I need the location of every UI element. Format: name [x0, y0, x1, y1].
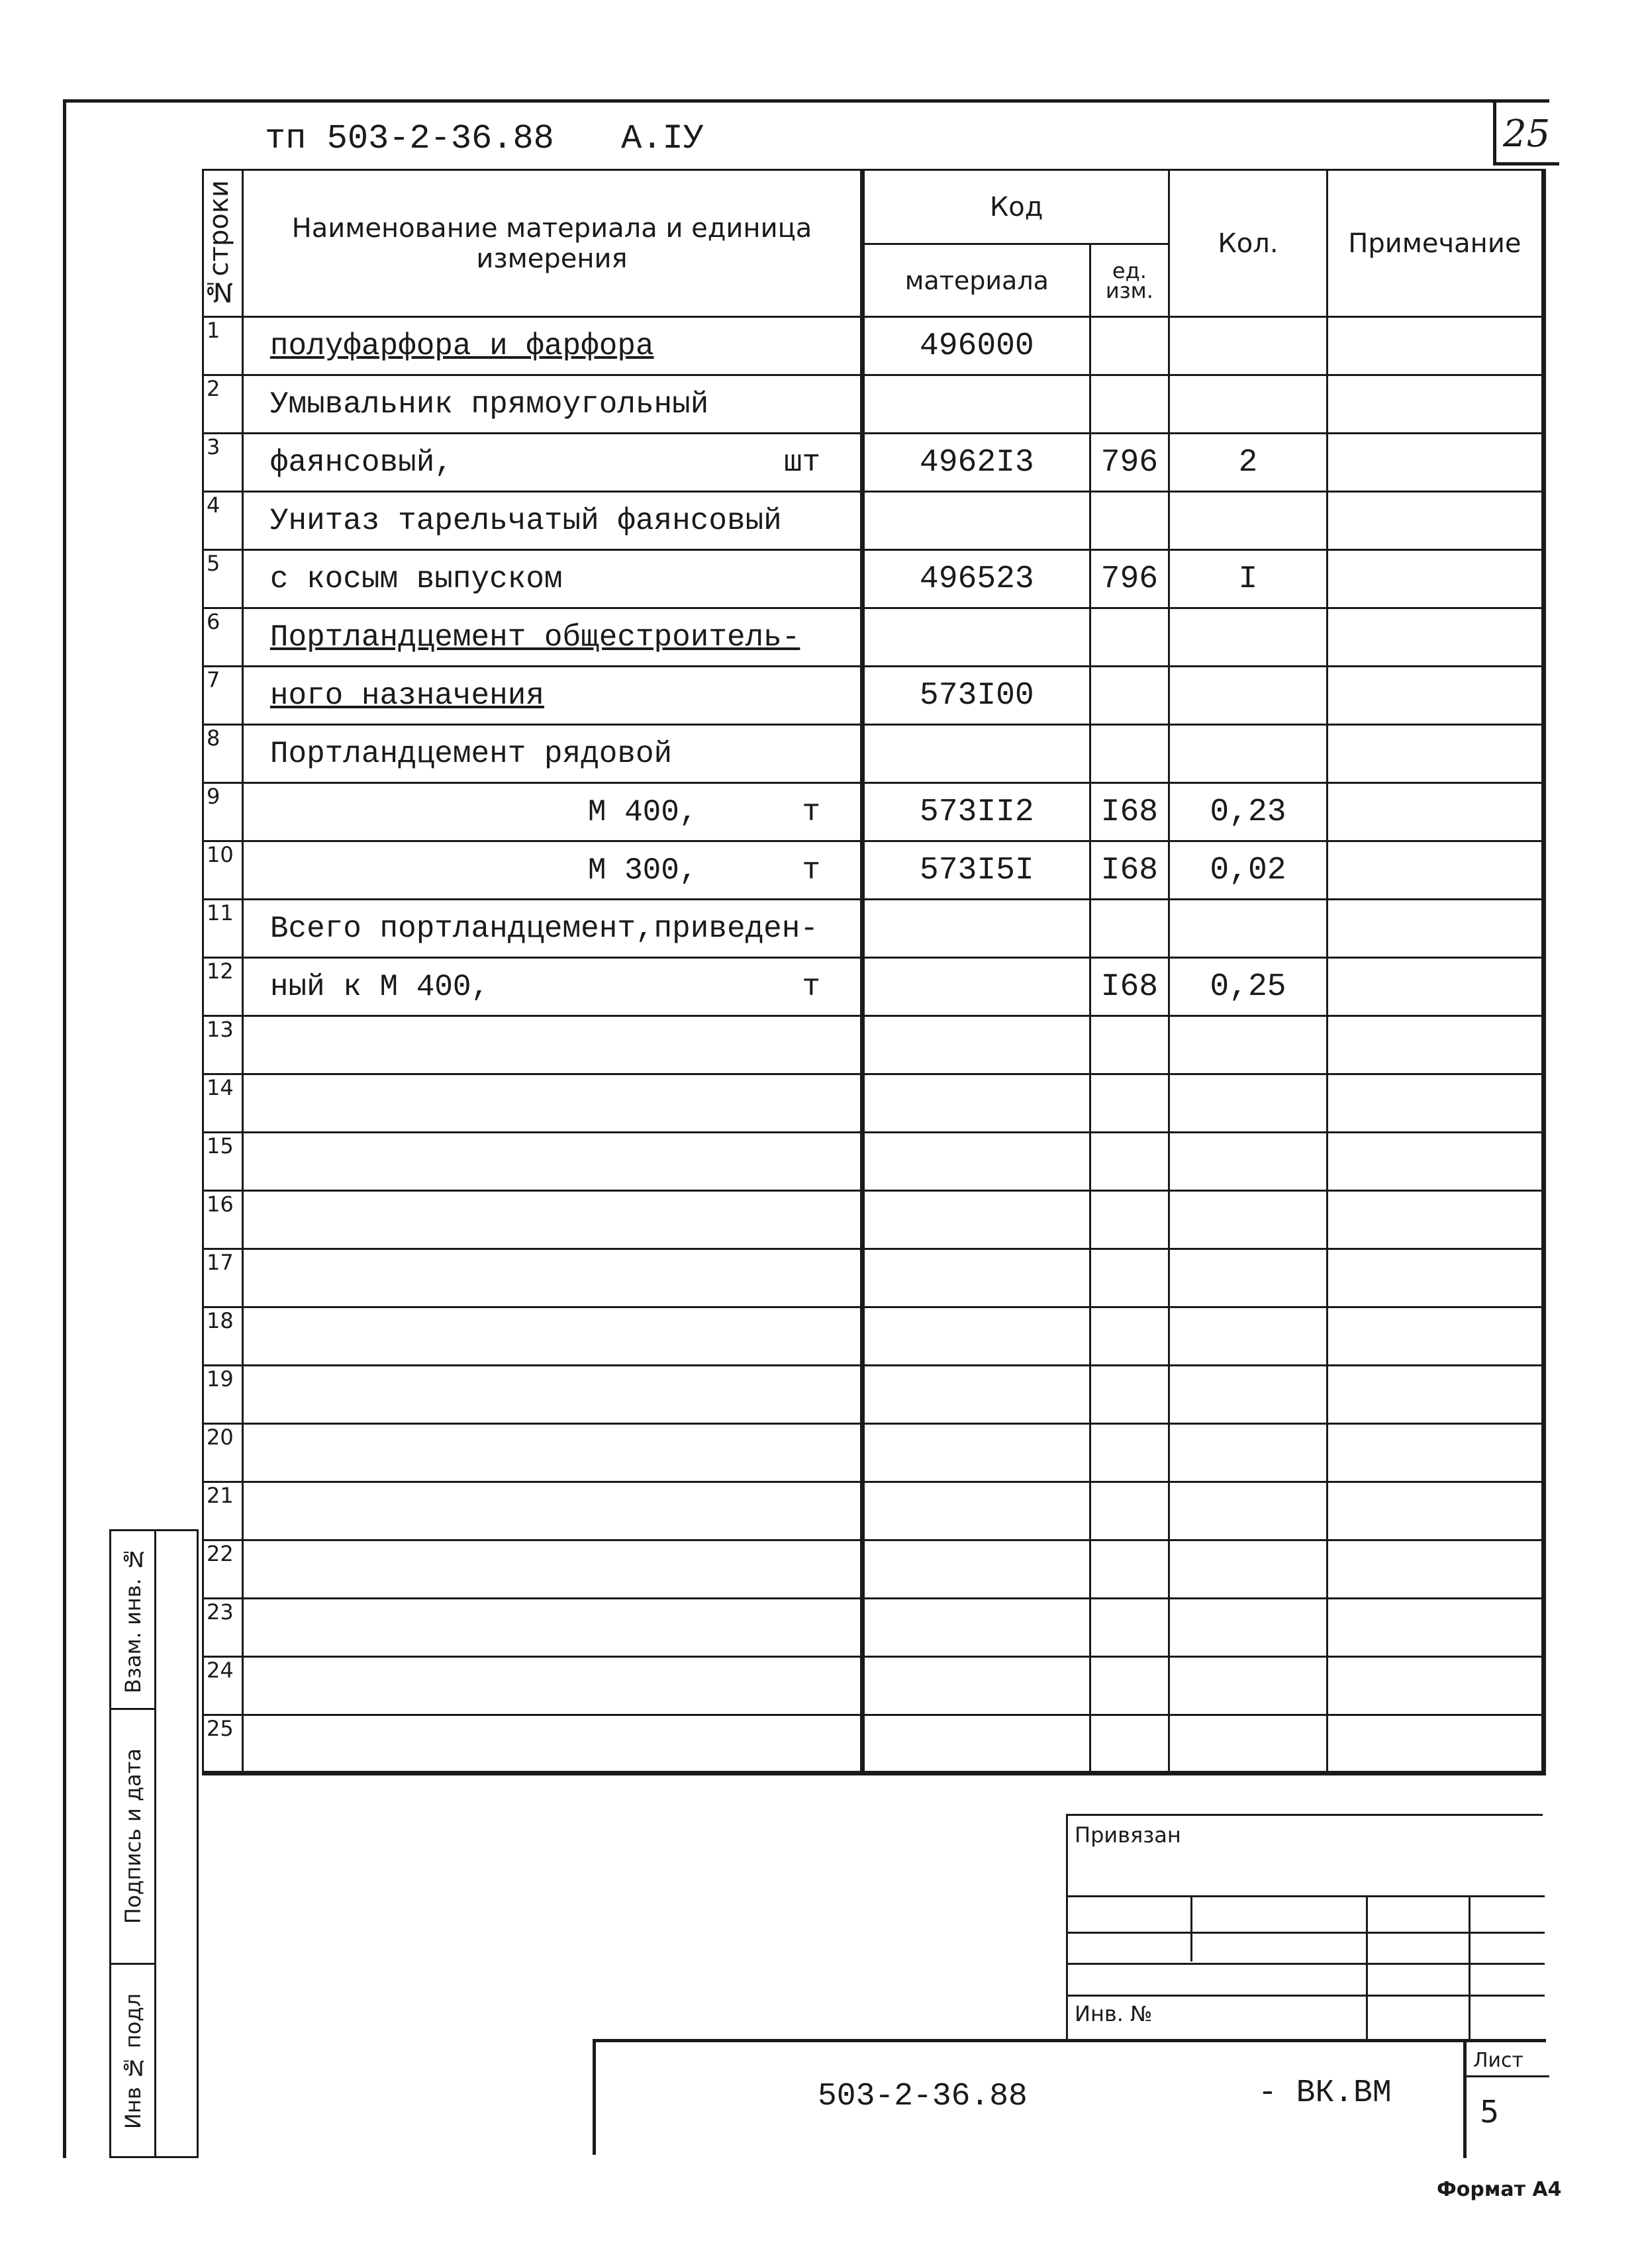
- table-row: [203, 1133, 1544, 1191]
- row-number: 11: [203, 900, 243, 958]
- material-name-cell: [242, 434, 862, 492]
- sheet-number: 5: [1480, 2094, 1500, 2130]
- note-cell: [1327, 1657, 1543, 1715]
- material-name-cell: [242, 492, 862, 550]
- material-code: [863, 1366, 1090, 1424]
- table-row: [203, 900, 1544, 958]
- material-name-cell: [242, 1016, 862, 1074]
- note-cell: [1327, 1307, 1543, 1366]
- table-row: [203, 1366, 1544, 1424]
- table-row: [203, 1482, 1544, 1540]
- material-name: ный к М 400,: [269, 969, 490, 1004]
- material-name: М 400,: [587, 794, 698, 829]
- row-number: 22: [203, 1540, 243, 1599]
- unit-code: [1090, 1540, 1169, 1599]
- note-cell: [1327, 1715, 1543, 1773]
- table-row: [203, 1074, 1544, 1133]
- privyazan-label: Привязан: [1075, 1822, 1181, 1848]
- note-cell: [1327, 317, 1543, 375]
- row-number: 12: [203, 958, 243, 1016]
- table-row: [203, 667, 1544, 725]
- approval-strip: [109, 1529, 199, 2158]
- unit-code: [1090, 1074, 1169, 1133]
- unit-code: I68: [1090, 958, 1169, 1016]
- document-code: тп 503-2-36.88: [265, 119, 554, 158]
- quantity: 0,02: [1169, 841, 1328, 900]
- material-name-cell: [242, 1599, 862, 1657]
- sheet-label: Лист: [1473, 2049, 1524, 2072]
- note-cell: [1327, 783, 1543, 841]
- table-row: [203, 375, 1544, 434]
- material-code: 496523: [863, 550, 1090, 608]
- note-cell: [1327, 667, 1543, 725]
- col-code: Код: [863, 170, 1169, 244]
- quantity: [1169, 1482, 1328, 1540]
- designation: 503-2-36.88: [818, 2079, 1028, 2114]
- row-number: 23: [203, 1599, 243, 1657]
- material-code: [863, 1540, 1090, 1599]
- row-number: 15: [203, 1133, 243, 1191]
- table-row: [203, 434, 1544, 492]
- note-cell: [1327, 492, 1543, 550]
- quantity: [1169, 317, 1328, 375]
- quantity: 0,25: [1169, 958, 1328, 1016]
- note-cell: [1327, 1540, 1543, 1599]
- material-name-cell: [242, 550, 862, 608]
- material-name: Портландцемент рядовой: [269, 736, 673, 771]
- material-name-cell: [242, 1366, 862, 1424]
- row-number: 24: [203, 1657, 243, 1715]
- quantity: [1169, 667, 1328, 725]
- row-number: 1: [203, 317, 243, 375]
- unit-code: [1090, 1424, 1169, 1482]
- vzam-inv-cell: Взам. инв. №: [111, 1531, 154, 1710]
- material-name-cell: [242, 1657, 862, 1715]
- quantity: [1169, 1366, 1328, 1424]
- material-name: фаянсовый,: [269, 445, 453, 480]
- signature-date-cell: Подпись и дата: [111, 1710, 154, 1965]
- material-name-cell: [242, 725, 862, 783]
- material-name: М 300,: [587, 853, 698, 888]
- col-qty: Кол.: [1169, 170, 1328, 317]
- unit-code: [1090, 1191, 1169, 1249]
- quantity: [1169, 1016, 1328, 1074]
- page-number: 25: [1503, 113, 1551, 156]
- material-name-cell: [242, 1540, 862, 1599]
- table-row: [203, 1657, 1544, 1715]
- material-code: [863, 375, 1090, 434]
- table-row: [203, 1715, 1544, 1773]
- table-row: [203, 1249, 1544, 1307]
- material-name-cell: [242, 1482, 862, 1540]
- unit-symbol: т: [802, 969, 821, 1004]
- materials-table: [202, 169, 1546, 1775]
- quantity: I: [1169, 550, 1328, 608]
- inv-no-label: Инв. №: [1075, 2001, 1153, 2026]
- note-cell: [1327, 375, 1543, 434]
- table-row: [203, 608, 1544, 667]
- material-code: [863, 1424, 1090, 1482]
- quantity: [1169, 1715, 1328, 1773]
- material-name: ного назначения: [269, 678, 544, 713]
- note-cell: [1327, 1191, 1543, 1249]
- note-cell: [1327, 725, 1543, 783]
- table-row: [203, 958, 1544, 1016]
- table-row: [203, 725, 1544, 783]
- unit-code: [1090, 1249, 1169, 1307]
- row-number: 19: [203, 1366, 243, 1424]
- note-cell: [1327, 1133, 1543, 1191]
- quantity: [1169, 1074, 1328, 1133]
- sheet-cell: [1463, 2042, 1549, 2158]
- unit-code: 796: [1090, 550, 1169, 608]
- quantity: [1169, 725, 1328, 783]
- quantity: [1169, 375, 1328, 434]
- material-code: [863, 1191, 1090, 1249]
- table-row: [203, 1016, 1544, 1074]
- material-name: с косым выпуском: [269, 561, 563, 596]
- format-label: Формат А4: [1437, 2178, 1562, 2201]
- unit-code: [1090, 667, 1169, 725]
- quantity: [1169, 1249, 1328, 1307]
- material-code: [863, 1133, 1090, 1191]
- material-name-cell: [242, 1715, 862, 1773]
- material-code: [863, 1016, 1090, 1074]
- row-number: 14: [203, 1074, 243, 1133]
- material-name-cell: [242, 608, 862, 667]
- table-row: [203, 783, 1544, 841]
- material-name-cell: [242, 317, 862, 375]
- unit-code: [1090, 1482, 1169, 1540]
- table-row: [203, 317, 1544, 375]
- col-name: Наименование материала и единица измерения: [242, 170, 862, 317]
- note-cell: [1327, 900, 1543, 958]
- material-code: 4962I3: [863, 434, 1090, 492]
- row-number: 7: [203, 667, 243, 725]
- material-code: [863, 1074, 1090, 1133]
- material-name-cell: [242, 900, 862, 958]
- unit-code: [1090, 608, 1169, 667]
- col-rownum: №строки: [203, 170, 243, 317]
- material-name-cell: [242, 375, 862, 434]
- material-code: 573II2: [863, 783, 1090, 841]
- row-number: 5: [203, 550, 243, 608]
- table-row: [203, 1307, 1544, 1366]
- table-row: [203, 1191, 1544, 1249]
- material-name-cell: [242, 1249, 862, 1307]
- note-cell: [1327, 550, 1543, 608]
- material-name-cell: [242, 667, 862, 725]
- row-number: 6: [203, 608, 243, 667]
- quantity: [1169, 900, 1328, 958]
- material-code: [863, 492, 1090, 550]
- unit-code: [1090, 1657, 1169, 1715]
- row-number: 4: [203, 492, 243, 550]
- document-header: [265, 119, 750, 158]
- quantity: [1169, 492, 1328, 550]
- unit-code: [1090, 1715, 1169, 1773]
- quantity: [1169, 1133, 1328, 1191]
- table-row: [203, 841, 1544, 900]
- col-code-unit: ед. изм.: [1090, 244, 1169, 317]
- material-code: [863, 1307, 1090, 1366]
- material-name-cell: [242, 783, 862, 841]
- row-number: 8: [203, 725, 243, 783]
- material-code: 496000: [863, 317, 1090, 375]
- unit-symbol: т: [802, 794, 821, 829]
- material-code: [863, 1715, 1090, 1773]
- table-row: [203, 492, 1544, 550]
- unit-code: [1090, 1366, 1169, 1424]
- material-name-cell: [242, 1424, 862, 1482]
- row-number: 16: [203, 1191, 243, 1249]
- note-cell: [1327, 841, 1543, 900]
- material-name-cell: [242, 1307, 862, 1366]
- table-row: [203, 1599, 1544, 1657]
- row-number: 3: [203, 434, 243, 492]
- unit-code: [1090, 725, 1169, 783]
- material-code: 573I5I: [863, 841, 1090, 900]
- row-number: 2: [203, 375, 243, 434]
- inv-podl-cell: Инв № подл: [120, 1993, 146, 2130]
- unit-symbol: шт: [783, 445, 821, 480]
- material-name: полуфарфора и фарфора: [269, 328, 654, 363]
- quantity: [1169, 1424, 1328, 1482]
- title-block: [593, 2039, 1546, 2155]
- material-code: [863, 900, 1090, 958]
- quantity: [1169, 608, 1328, 667]
- row-number: 13: [203, 1016, 243, 1074]
- table-row: [203, 1424, 1544, 1482]
- unit-symbol: т: [802, 853, 821, 888]
- note-cell: [1327, 608, 1543, 667]
- material-code: [863, 725, 1090, 783]
- material-code: [863, 1657, 1090, 1715]
- unit-code: [1090, 375, 1169, 434]
- note-cell: [1327, 1599, 1543, 1657]
- row-number: 20: [203, 1424, 243, 1482]
- note-cell: [1327, 958, 1543, 1016]
- unit-code: [1090, 900, 1169, 958]
- material-name-cell: [242, 1133, 862, 1191]
- material-name-cell: [242, 1074, 862, 1133]
- col-note: Примечание: [1327, 170, 1543, 317]
- quantity: [1169, 1540, 1328, 1599]
- material-name-cell: [242, 958, 862, 1016]
- unit-code: [1090, 1599, 1169, 1657]
- note-cell: [1327, 1016, 1543, 1074]
- table-row: [203, 550, 1544, 608]
- unit-code: 796: [1090, 434, 1169, 492]
- unit-code: [1090, 317, 1169, 375]
- material-code: [863, 1599, 1090, 1657]
- material-code: [863, 608, 1090, 667]
- unit-code: [1090, 1133, 1169, 1191]
- material-name-cell: [242, 841, 862, 900]
- unit-code: I68: [1090, 841, 1169, 900]
- quantity: 2: [1169, 434, 1328, 492]
- quantity: [1169, 1657, 1328, 1715]
- note-cell: [1327, 1074, 1543, 1133]
- unit-code: I68: [1090, 783, 1169, 841]
- material-name: Портландцемент общестроитель-: [269, 620, 800, 655]
- row-number: 21: [203, 1482, 243, 1540]
- row-number: 9: [203, 783, 243, 841]
- row-number: 17: [203, 1249, 243, 1307]
- row-number: 18: [203, 1307, 243, 1366]
- note-cell: [1327, 1424, 1543, 1482]
- quantity: [1169, 1191, 1328, 1249]
- note-cell: [1327, 1366, 1543, 1424]
- unit-code: [1090, 492, 1169, 550]
- binding-stamp: [1066, 1814, 1543, 2039]
- album-label: А.IУ: [621, 119, 704, 158]
- material-name: Умывальник прямоугольный: [269, 387, 709, 422]
- unit-code: [1090, 1016, 1169, 1074]
- quantity: 0,23: [1169, 783, 1328, 841]
- material-code: [863, 1482, 1090, 1540]
- material-name: Всего портландцемент,приведен-: [269, 911, 818, 946]
- document-mark: - ВК.ВМ: [1258, 2075, 1392, 2111]
- material-code: 573I00: [863, 667, 1090, 725]
- quantity: [1169, 1599, 1328, 1657]
- row-number: 25: [203, 1715, 243, 1773]
- material-code: [863, 1249, 1090, 1307]
- col-code-material: материала: [863, 244, 1090, 317]
- row-number: 10: [203, 841, 243, 900]
- unit-code: [1090, 1307, 1169, 1366]
- material-name-cell: [242, 1191, 862, 1249]
- note-cell: [1327, 434, 1543, 492]
- material-code: [863, 958, 1090, 1016]
- material-name: Унитаз тарельчатый фаянсовый: [269, 503, 782, 538]
- note-cell: [1327, 1249, 1543, 1307]
- note-cell: [1327, 1482, 1543, 1540]
- quantity: [1169, 1307, 1328, 1366]
- table-row: [203, 1540, 1544, 1599]
